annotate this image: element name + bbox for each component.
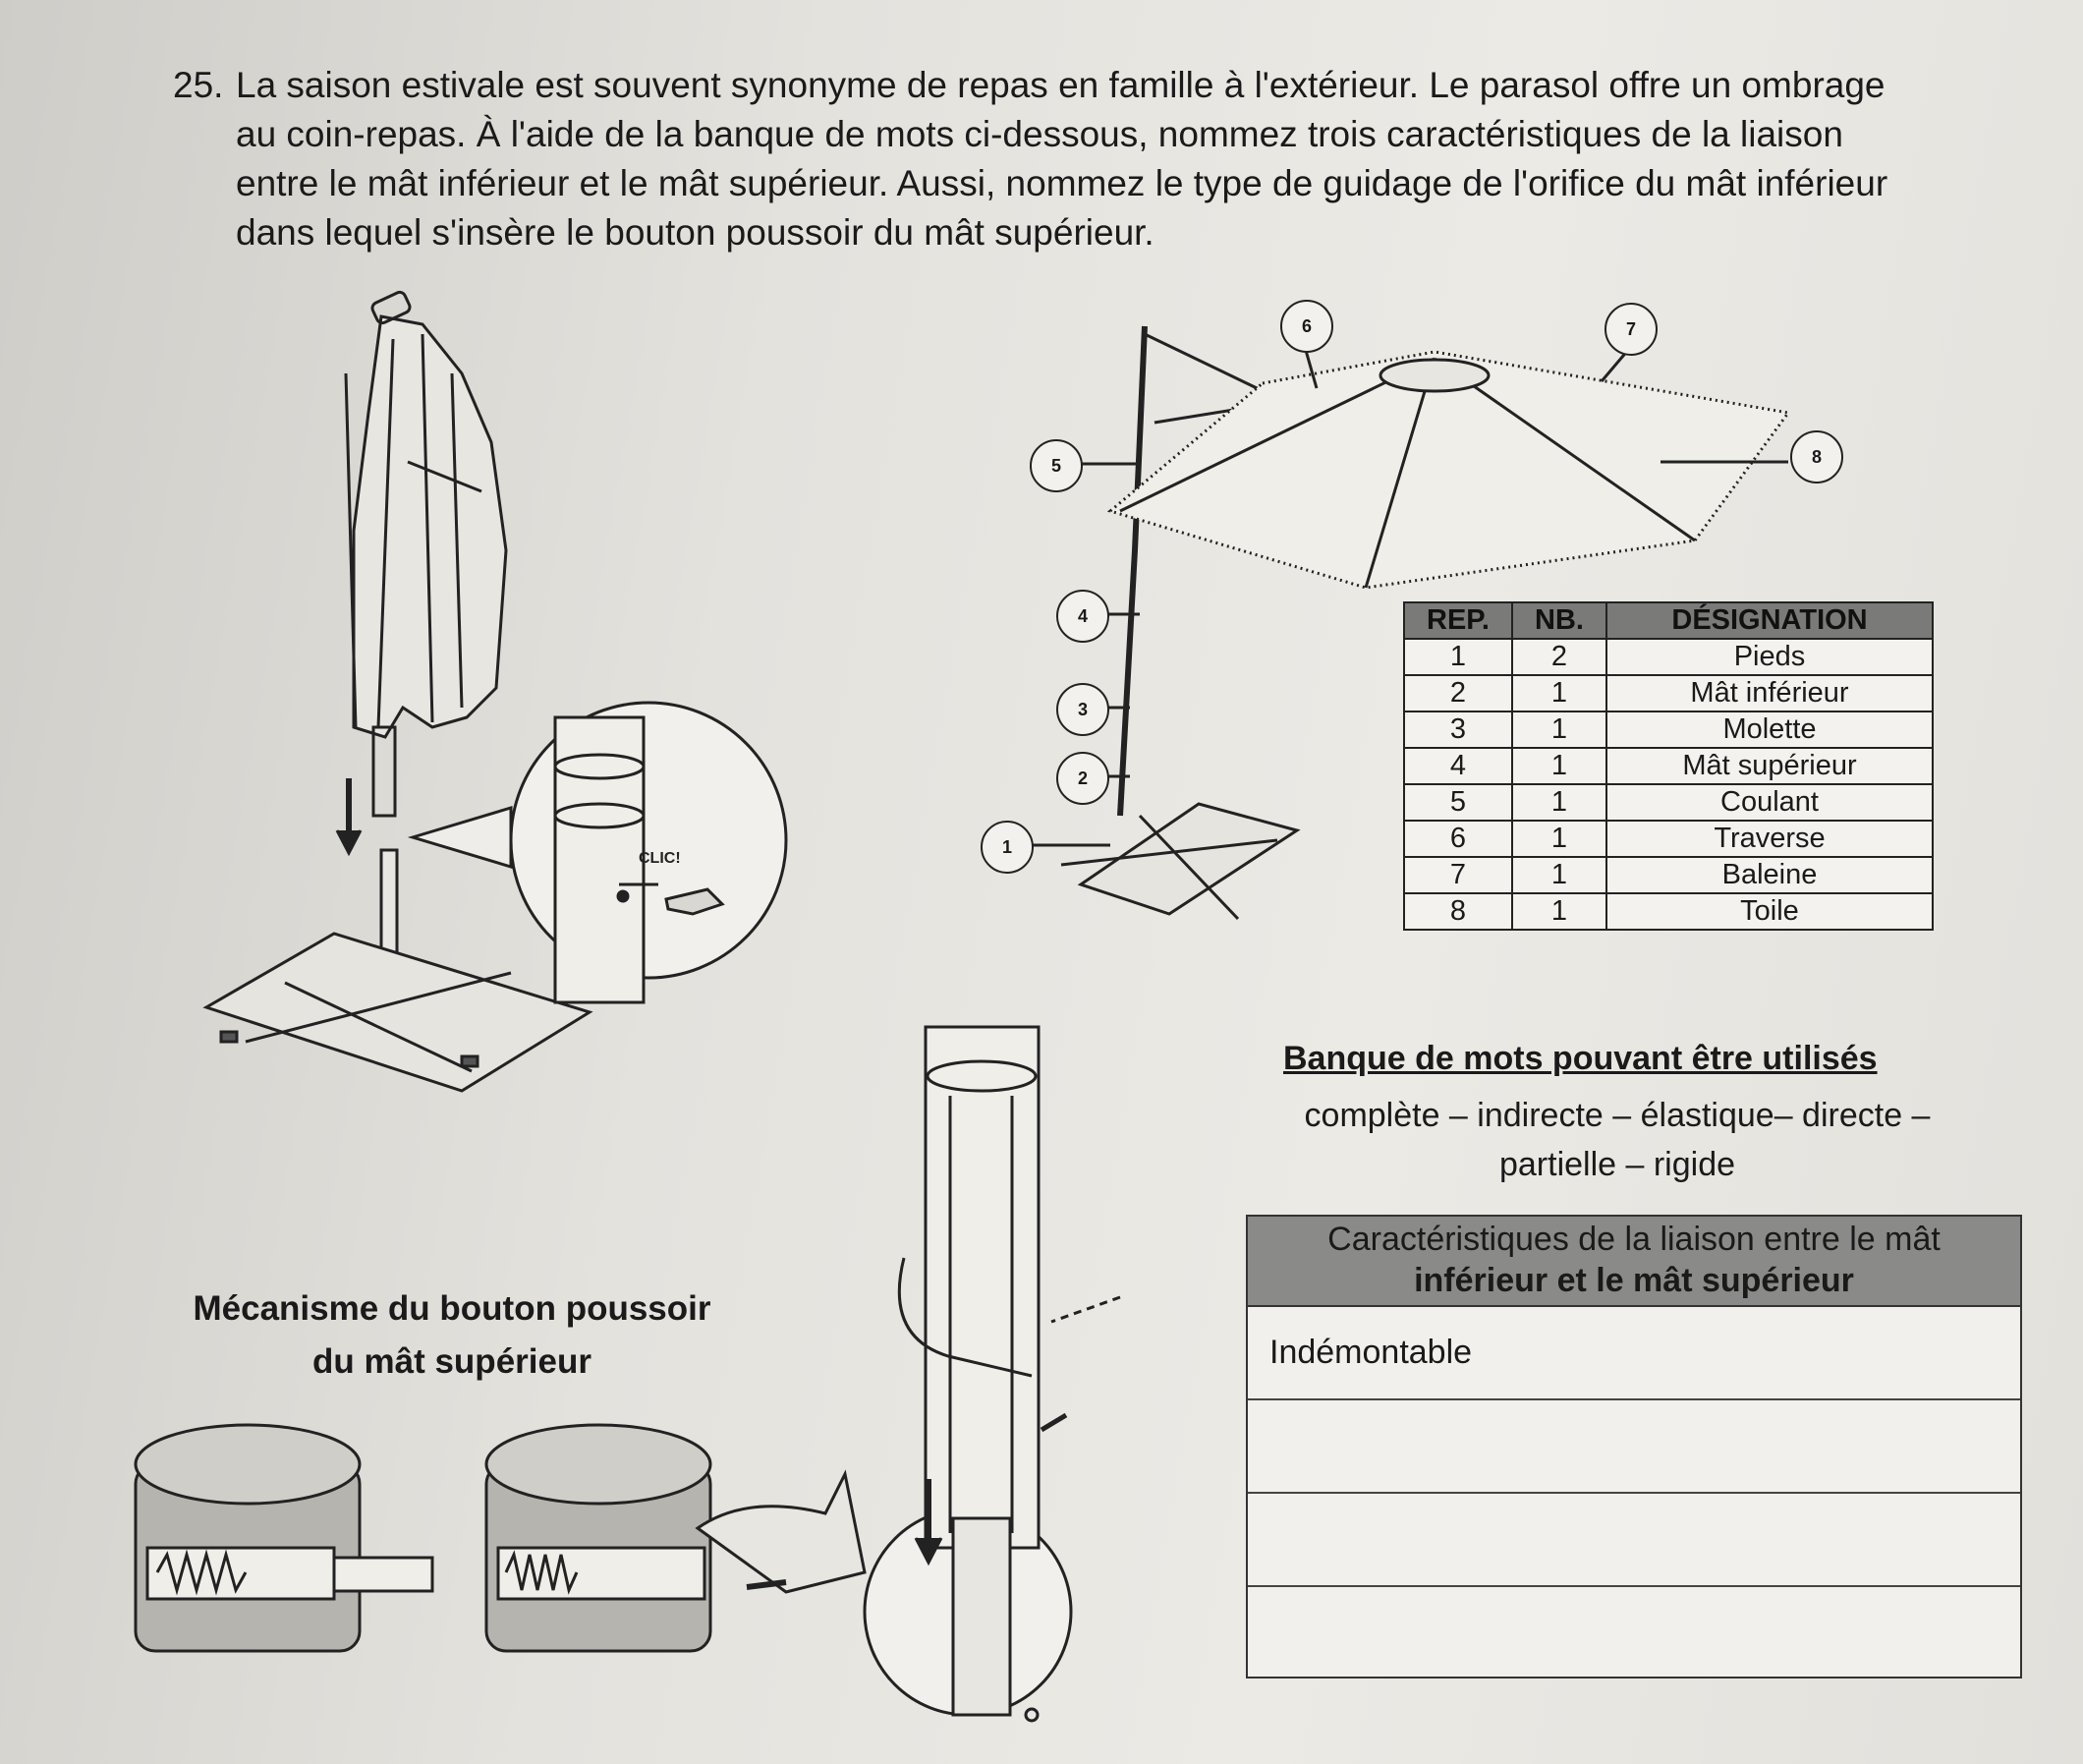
parts-table-header [1404,602,1933,639]
cell-nb: 1 [1512,821,1606,857]
characteristics-header-line: Caractéristiques de la liaison entre le mât [1327,1221,1941,1258]
cell-nb: 2 [1512,639,1606,675]
answer-row-blank[interactable] [1248,1494,2020,1587]
table-row [1404,711,1933,748]
cell-nb: 1 [1512,711,1606,748]
callout-7: 7 [1604,303,1658,356]
mechanism-title [147,1282,757,1389]
table-row [1404,821,1933,857]
cell-nb: 1 [1512,748,1606,784]
callout-6: 6 [1280,300,1333,353]
cell-designation: Baleine [1606,857,1933,893]
cell-rep: 7 [1404,857,1512,893]
callout-8: 8 [1790,430,1843,484]
table-row [1404,639,1933,675]
push-button-insertion-illustration [865,1027,1120,1721]
parts-table [1403,601,1934,931]
cell-rep: 8 [1404,893,1512,930]
word-bank-title: Banque de mots pouvant être utilisés [1283,1040,1878,1077]
table-row [1404,857,1933,893]
word-bank-line: partielle – rigide [1498,1146,1736,1183]
word-bank-line: complète – indirecte – élastique– directe – [1304,1097,1931,1134]
cell-rep: 2 [1404,675,1512,711]
callout-2: 2 [1056,752,1109,805]
question-line: La saison estivale est souvent synonyme de repas en famille à l'extérieur. Le parasol offre un ombrage [236,65,1886,105]
question-number: 25. [173,65,224,105]
click-label: CLIC! [639,850,681,867]
column-header-designation: DÉSIGNATION [1606,602,1933,639]
cell-designation: Mât inférieur [1606,675,1933,711]
question-line: au coin-repas. À l'aide de la banque de mots ci-dessous, nommez trois caractéristiques de la liaison [236,114,1843,154]
cell-rep: 1 [1404,639,1512,675]
column-header-rep: REP. [1404,602,1512,639]
column-header-nb: NB. [1512,602,1606,639]
question-line: dans lequel s'insère le bouton poussoir du mât supérieur. [236,212,1154,253]
callout-5: 5 [1030,439,1083,492]
table-row [1404,784,1933,821]
table-row [1404,893,1933,930]
answer-row-blank[interactable] [1248,1400,2020,1494]
cell-nb: 1 [1512,784,1606,821]
cell-nb: 1 [1512,857,1606,893]
characteristics-table [1246,1215,2022,1679]
word-bank-words [1264,1091,1971,1189]
question-line: entre le mât inférieur et le mât supérieur. Aussi, nommez le type de guidage de l'orifice du mât inférieur [236,163,1888,203]
cell-designation: Traverse [1606,821,1933,857]
table-row [1404,675,1933,711]
callout-4: 4 [1056,590,1109,643]
characteristics-header [1248,1217,2020,1307]
callout-3: 3 [1056,683,1109,736]
cell-nb: 1 [1512,893,1606,930]
characteristics-header-line: inférieur et le mât supérieur [1414,1262,1854,1299]
mechanism-title-line: du mât supérieur [312,1342,591,1381]
cell-designation: Pieds [1606,639,1933,675]
cell-rep: 4 [1404,748,1512,784]
callout-1: 1 [981,821,1034,874]
cell-rep: 6 [1404,821,1512,857]
spring-mechanism-illustration [136,1425,865,1651]
closed-parasol-illustration [337,290,506,853]
parts-table-body [1404,639,1933,930]
click-zoom-detail [413,703,786,1002]
cell-rep: 3 [1404,711,1512,748]
answer-row-blank[interactable] [1248,1587,2020,1679]
answer-row: Indémontable [1248,1307,2020,1400]
table-row [1404,748,1933,784]
cell-rep: 5 [1404,784,1512,821]
mechanism-title-line: Mécanisme du bouton poussoir [193,1289,711,1328]
cell-designation: Toile [1606,893,1933,930]
cell-designation: Mât supérieur [1606,748,1933,784]
cell-nb: 1 [1512,675,1606,711]
cell-designation: Molette [1606,711,1933,748]
cell-designation: Coulant [1606,784,1933,821]
